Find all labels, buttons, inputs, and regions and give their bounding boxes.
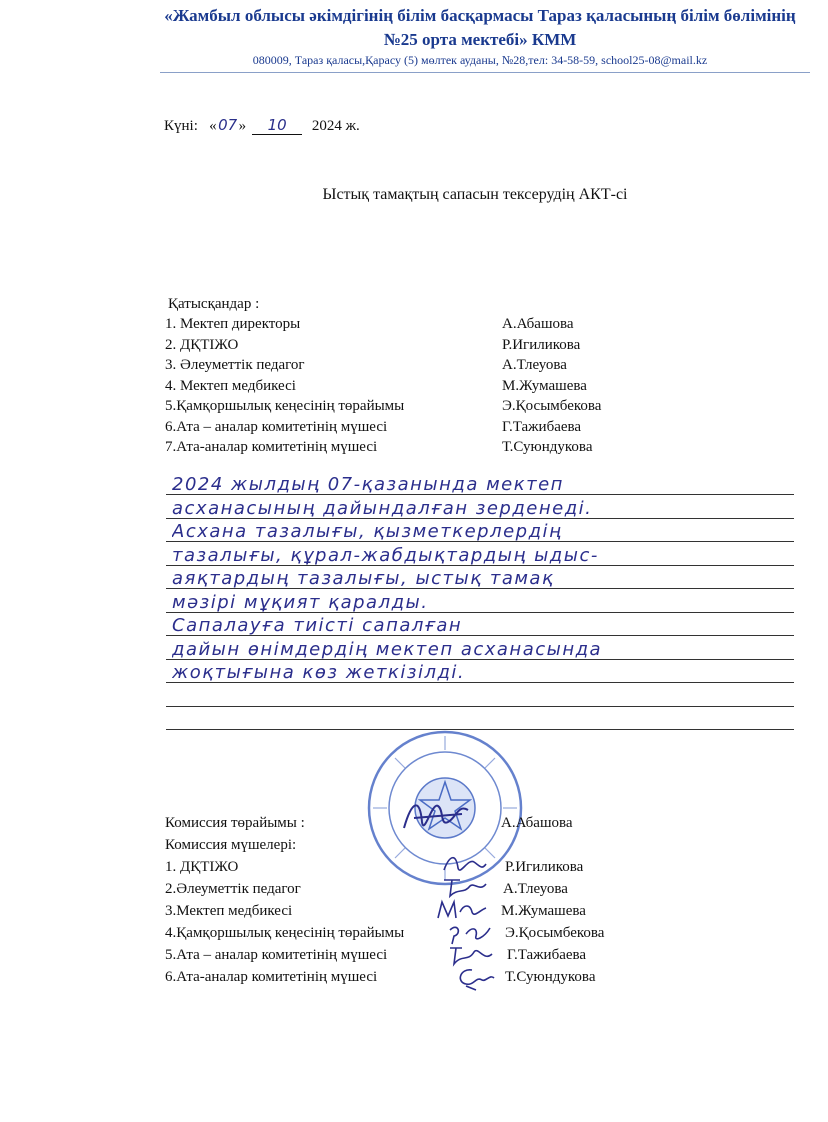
participants-heading: Қатысқандар : (168, 296, 260, 312)
handwritten-line: аяқтардың тазалығы, ыстық тамақ (172, 568, 555, 589)
member-role: 4.Қамқоршылық кеңесінің төрайымы (165, 925, 405, 941)
participant-row (165, 337, 635, 358)
handwritten-line: дайын өнімдердің мектеп асханасында (172, 639, 603, 660)
member-name: Р.Игиликова (505, 859, 584, 875)
commission-members-label: Комиссия мүшелері: (165, 837, 297, 853)
handwritten-line: Асхана тазалығы, қызметкерлердің (172, 521, 563, 542)
participant-name: Т.Суюндукова (502, 439, 593, 455)
member-name: Т.Суюндукова (505, 969, 596, 985)
handwritten-line: мәзірі мұқият қаралды. (172, 592, 429, 613)
participant-row (165, 357, 635, 378)
participant-row (165, 398, 635, 419)
member-role: 5.Ата – аналар комитетінің мүшесі (165, 947, 388, 963)
member-name: А.Тлеуова (503, 881, 568, 897)
participant-name: Р.Игиликова (502, 336, 581, 353)
act-title: Ыстық тамақтың сапасын тексерудің АКТ-сі (322, 186, 628, 203)
org-address: 080009, Тараз қаласы,Қарасу (5) мөлтек ауданы, №28,тел: 34-58-59, school25-08@mail.kz (252, 53, 708, 67)
ruled-line (166, 706, 794, 707)
date-year: 2024 ж. (311, 118, 360, 134)
date-open-quote: « (209, 118, 217, 134)
member-role: 6.Ата-аналар комитетінің мүшесі (165, 969, 378, 985)
commission-member-row (165, 969, 635, 991)
date-month: 10 (252, 116, 302, 135)
participant-row (165, 419, 635, 440)
member-role: 3.Мектеп медбикесі (165, 903, 293, 919)
member-signature-icon (434, 896, 490, 922)
participant-role: 1. Мектеп директоры (165, 316, 301, 332)
header-divider (160, 72, 810, 73)
participant-name: Г.Тажибаева (502, 418, 582, 435)
commission-chair-label: Комиссия төрайымы : (165, 815, 305, 831)
participant-role: 5.Қамқоршылық кеңесінің төрайымы (165, 398, 405, 414)
commission-member-row (165, 947, 635, 969)
commission-chair-name: А.Абашова (501, 815, 573, 831)
member-name: М.Жумашева (501, 903, 586, 919)
participants-list (165, 316, 635, 460)
handwritten-line: жоқтығына көз жеткізілді. (172, 662, 466, 683)
handwritten-line: асханасының дайындалған зерденеді. (172, 498, 593, 519)
commission-member-row (165, 859, 635, 881)
participant-name: М.Жумашева (502, 377, 587, 394)
participant-row (165, 439, 635, 460)
handwritten-line: тазалығы, құрал-жабдықтардың ыдыс- (172, 545, 599, 566)
date-close-quote: » (238, 118, 247, 134)
participant-role: 2. ДҚТІЖО (165, 336, 239, 353)
date-day: 07 (218, 116, 238, 134)
participant-name: А.Тлеуова (502, 357, 567, 373)
commission-member-row (165, 925, 635, 947)
member-name: Г.Тажибаева (507, 947, 587, 963)
chair-signature-icon (398, 792, 478, 842)
participant-role: 7.Ата-аналар комитетінің мүшесі (165, 439, 378, 455)
commission-member-row (165, 881, 635, 903)
handwritten-line: 2024 жылдың 07-қазанында мектеп (172, 474, 564, 495)
member-name: Э.Қосымбекова (505, 925, 605, 941)
commission-member-row (165, 903, 635, 925)
participant-row (165, 316, 635, 337)
handwritten-findings (166, 474, 794, 738)
org-name-line-2: №25 орта мектебі» КММ (383, 30, 577, 49)
participant-role: 3. Әлеуметтік педагог (165, 357, 305, 373)
member-role: 2.Әлеуметтік педагог (165, 881, 301, 897)
participant-role: 6.Ата – аналар комитетінің мүшесі (165, 418, 388, 435)
participant-row (165, 378, 635, 399)
member-role: 1. ДҚТІЖО (165, 859, 239, 875)
member-signature-icon (452, 964, 498, 992)
org-name-line-1: «Жамбыл облысы әкімдігінің білім басқармасы Тараз қаласының білім бөлімінің (164, 6, 796, 25)
participant-role: 4. Мектеп медбикесі (165, 377, 296, 394)
date-label: Күні: (164, 118, 198, 134)
handwritten-line: Сапалауға тиісті сапалған (172, 615, 463, 636)
participant-name: Э.Қосымбекова (502, 398, 602, 414)
participant-name: А.Абашова (502, 316, 574, 332)
date-row (164, 116, 360, 135)
